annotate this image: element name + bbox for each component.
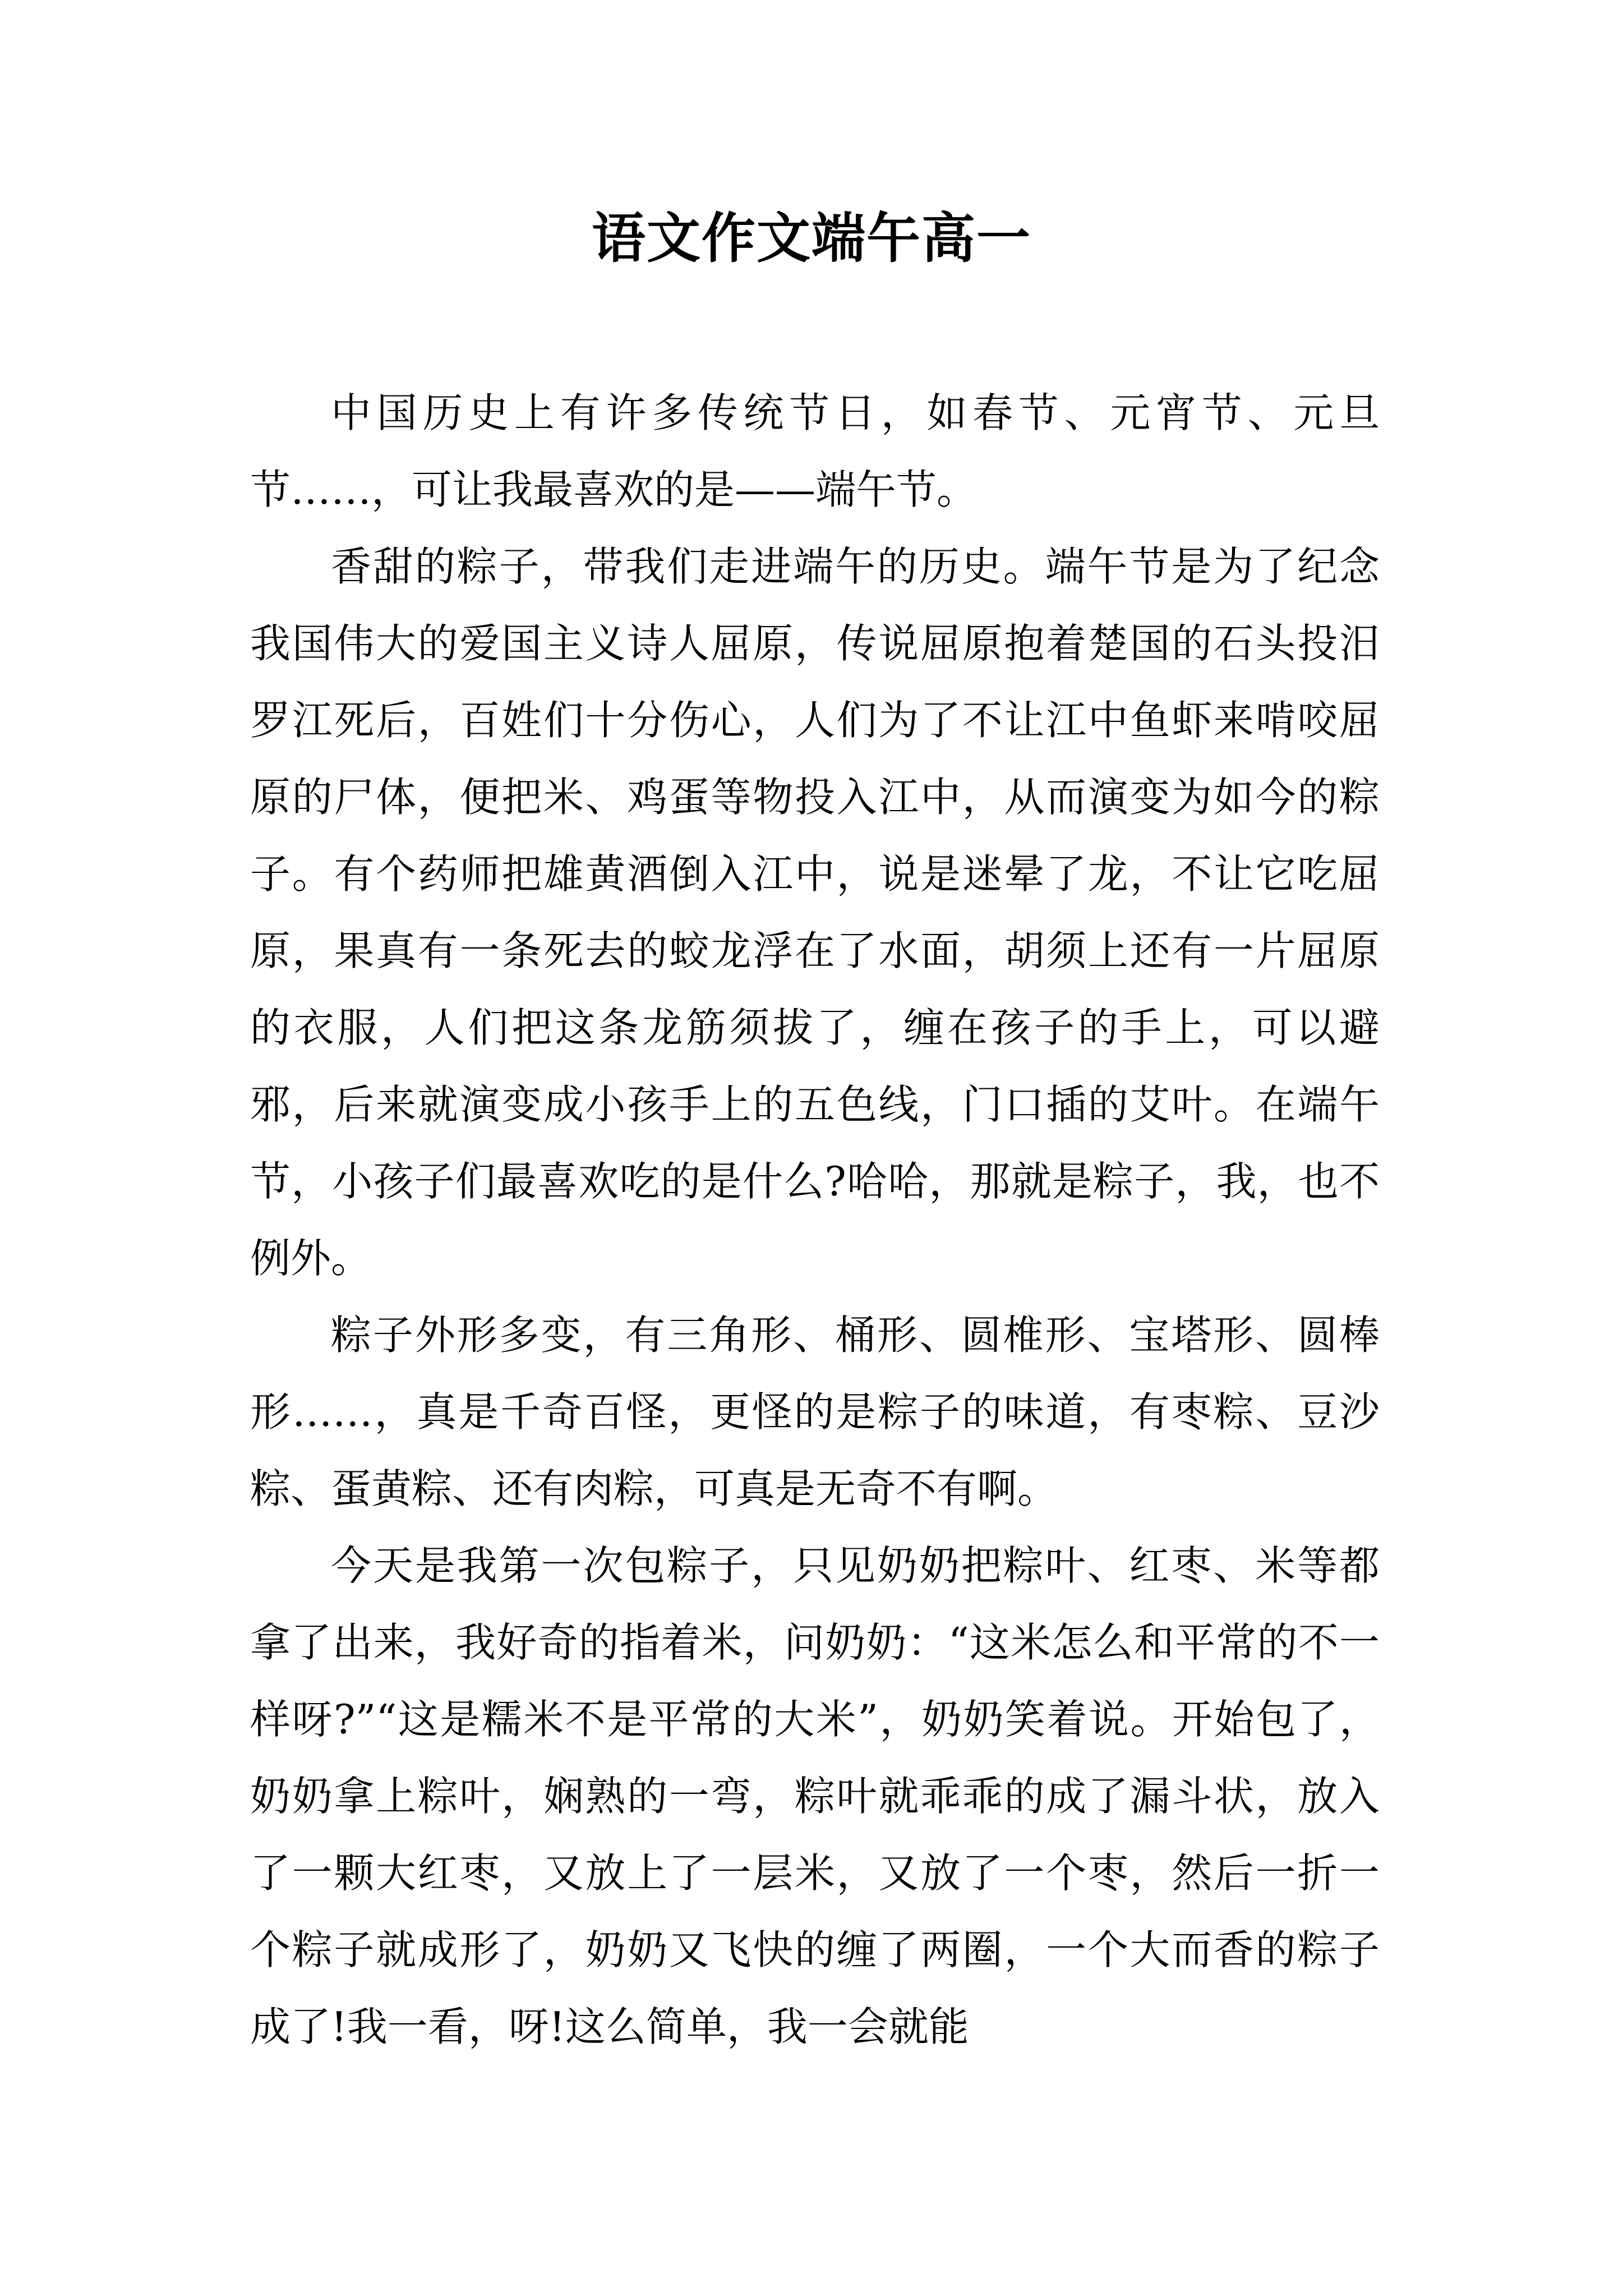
paragraph-wrapping: 今天是我第一次包粽子，只见奶奶把粽叶、红枣、米等都拿了出来，我好奇的指着米，问奶奶：“这米怎么和平常的不一样呀?”“这是糯米不是平常的大米”，奶奶笑着说。开始包了，奶奶拿上粽叶，娴熟的一弯，粽叶就乖乖的成了漏斗状，放入了一颗大红枣，又放上了一层米，又放了一个枣，然后一折一个粽子就成形了，奶奶又飞快的缠了两圈，一个大而香的粽子成了!我一看，呀!这么简单，我一会就能 [250,1542,1380,2050]
document-title: 语文作文端午高一 [592,207,1031,270]
paragraph-history: 香甜的粽子，带我们走进端午的历史。端午节是为了纪念我国伟大的爱国主义诗人屈原，传说屈原抱着楚国的石头投汨罗江死后，百姓们十分伤心，人们为了不让江中鱼虾来啃咬屈原的尸体，便把米、鸡蛋等物投入江中，从而演变为如今的粽子。有个药师把雄黄酒倒入江中，说是迷晕了龙，不让它吃屈原，果真有一条死去的蛟龙浮在了水面，胡须上还有一片屈原的衣服，人们把这条龙筋须拔了，缠在孩子的手上，可以避邪，后来就演变成小孩手上的五色线，门口插的艾叶。在端午节，小孩子们最喜欢吃的是什么?哈哈，那就是粽子，我，也不例外。 [250,543,1380,1282]
paragraph-intro: 中国历史上有许多传统节日，如春节、元宵节、元旦节……，可让我最喜欢的是——端午节。 [250,389,1380,513]
paragraph-shapes: 粽子外形多变，有三角形、桶形、圆椎形、宝塔形、圆棒形……，真是千奇百怪，更怪的是粽子的味道，有枣粽、豆沙粽、蛋黄粽、还有肉粽，可真是无奇不有啊。 [250,1312,1380,1512]
document-body [250,375,1380,2065]
